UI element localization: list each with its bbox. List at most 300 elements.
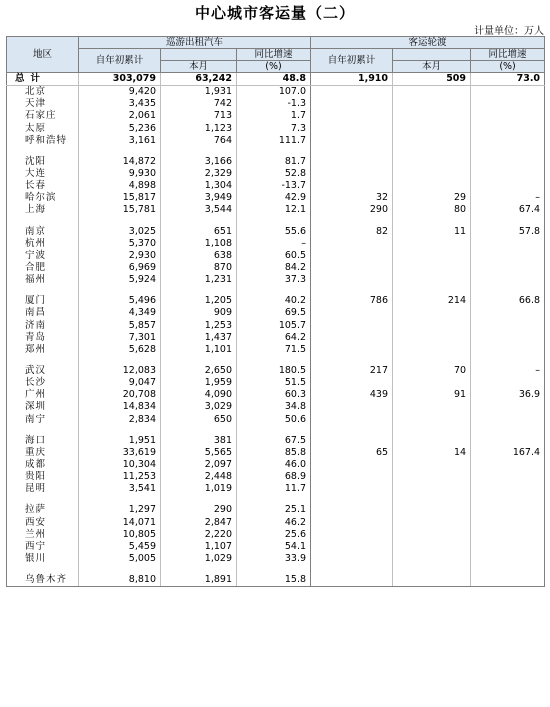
taxi-month-cell: 4,090 xyxy=(161,389,237,401)
taxi-month-cell: 713 xyxy=(161,110,237,122)
taxi-month-cell: 2,448 xyxy=(161,471,237,483)
taxi-month-cell: 3,949 xyxy=(161,192,237,204)
taxi-yoy-cell: 85.8 xyxy=(237,447,311,459)
taxi-yoy-cell: 12.1 xyxy=(237,204,311,216)
taxi-ytd-cell: 14,834 xyxy=(79,401,161,413)
total-ferry-month: 509 xyxy=(393,73,471,86)
table-row xyxy=(7,180,545,192)
ferry-yoy-cell: 66.8 xyxy=(471,295,545,307)
taxi-ytd-cell: 15,781 xyxy=(79,204,161,216)
taxi-month-cell: 1,437 xyxy=(161,332,237,344)
taxi-month-cell: 1,959 xyxy=(161,377,237,389)
table-row xyxy=(7,483,545,495)
ferry-ytd-cell xyxy=(311,471,393,483)
taxi-ytd-cell: 12,083 xyxy=(79,365,161,377)
group-spacer xyxy=(7,495,545,504)
taxi-yoy-cell: 40.2 xyxy=(237,295,311,307)
table-row xyxy=(7,471,545,483)
region-cell: 合肥 xyxy=(7,262,79,274)
table-row xyxy=(7,262,545,274)
region-cell: 海口 xyxy=(7,435,79,447)
ferry-yoy-cell xyxy=(471,307,545,319)
taxi-yoy-cell: 1.7 xyxy=(237,110,311,122)
taxi-month-cell: 651 xyxy=(161,226,237,238)
region-cell: 南昌 xyxy=(7,307,79,319)
ferry-ytd-cell xyxy=(311,344,393,356)
taxi-month-cell: 290 xyxy=(161,504,237,516)
ferry-yoy-cell: – xyxy=(471,192,545,204)
table-row xyxy=(7,156,545,168)
header-ferry-month: 本月 xyxy=(393,61,471,73)
header-taxi-month: 本月 xyxy=(161,61,237,73)
ferry-yoy-cell xyxy=(471,483,545,495)
taxi-ytd-cell: 5,459 xyxy=(79,541,161,553)
ferry-ytd-cell xyxy=(311,307,393,319)
ferry-ytd-cell xyxy=(311,274,393,286)
table-row xyxy=(7,517,545,529)
ferry-month-cell xyxy=(393,574,471,587)
total-ferry-ytd: 1,910 xyxy=(311,73,393,86)
ferry-ytd-cell xyxy=(311,320,393,332)
total-row xyxy=(7,73,545,86)
ferry-ytd-cell xyxy=(311,553,393,565)
taxi-yoy-cell: 46.2 xyxy=(237,517,311,529)
taxi-month-cell: 638 xyxy=(161,250,237,262)
table-row xyxy=(7,110,545,122)
ferry-month-cell: 11 xyxy=(393,226,471,238)
taxi-yoy-cell: 71.5 xyxy=(237,344,311,356)
table-row xyxy=(7,459,545,471)
ferry-month-cell xyxy=(393,553,471,565)
taxi-yoy-cell: 34.8 xyxy=(237,401,311,413)
ferry-yoy-cell xyxy=(471,541,545,553)
ferry-month-cell xyxy=(393,135,471,147)
ferry-month-cell xyxy=(393,156,471,168)
ferry-ytd-cell xyxy=(311,332,393,344)
ferry-yoy-cell xyxy=(471,414,545,426)
ferry-yoy-cell xyxy=(471,435,545,447)
region-cell: 杭州 xyxy=(7,238,79,250)
taxi-month-cell: 2,329 xyxy=(161,168,237,180)
region-cell: 西安 xyxy=(7,517,79,529)
taxi-yoy-cell: 52.8 xyxy=(237,168,311,180)
ferry-yoy-cell xyxy=(471,123,545,135)
ferry-ytd-cell xyxy=(311,435,393,447)
ferry-ytd-cell xyxy=(311,377,393,389)
ferry-yoy-cell xyxy=(471,377,545,389)
ferry-ytd-cell xyxy=(311,110,393,122)
taxi-yoy-cell: 60.3 xyxy=(237,389,311,401)
taxi-ytd-cell: 1,297 xyxy=(79,504,161,516)
table-row xyxy=(7,192,545,204)
ferry-yoy-cell xyxy=(471,504,545,516)
passenger-volume-table xyxy=(6,36,545,587)
taxi-month-cell: 1,107 xyxy=(161,541,237,553)
taxi-yoy-cell: 51.5 xyxy=(237,377,311,389)
region-cell: 南京 xyxy=(7,226,79,238)
header-ferry-yoy: 同比增速 xyxy=(471,49,545,61)
taxi-ytd-cell: 6,969 xyxy=(79,262,161,274)
ferry-month-cell xyxy=(393,110,471,122)
taxi-ytd-cell: 15,817 xyxy=(79,192,161,204)
header-taxi-yoy: 同比增速 xyxy=(237,49,311,61)
table-row xyxy=(7,332,545,344)
taxi-yoy-cell: -13.7 xyxy=(237,180,311,192)
region-cell: 长沙 xyxy=(7,377,79,389)
table-body xyxy=(7,73,545,587)
taxi-month-cell: 1,108 xyxy=(161,238,237,250)
region-cell: 武汉 xyxy=(7,365,79,377)
taxi-month-cell: 1,205 xyxy=(161,295,237,307)
region-cell: 银川 xyxy=(7,553,79,565)
total-ferry-yoy: 73.0 xyxy=(471,73,545,86)
ferry-ytd-cell xyxy=(311,541,393,553)
region-cell: 石家庄 xyxy=(7,110,79,122)
taxi-ytd-cell: 10,304 xyxy=(79,459,161,471)
ferry-yoy-cell xyxy=(471,517,545,529)
ferry-ytd-cell xyxy=(311,156,393,168)
taxi-month-cell: 3,166 xyxy=(161,156,237,168)
ferry-month-cell xyxy=(393,344,471,356)
taxi-month-cell: 1,029 xyxy=(161,553,237,565)
group-spacer xyxy=(7,565,545,574)
taxi-ytd-cell: 2,834 xyxy=(79,414,161,426)
taxi-ytd-cell: 5,857 xyxy=(79,320,161,332)
taxi-ytd-cell: 14,071 xyxy=(79,517,161,529)
ferry-yoy-cell xyxy=(471,238,545,250)
ferry-yoy-cell xyxy=(471,332,545,344)
taxi-yoy-cell: -1.3 xyxy=(237,98,311,110)
ferry-ytd-cell: 82 xyxy=(311,226,393,238)
table-row xyxy=(7,98,545,110)
taxi-yoy-cell: 68.9 xyxy=(237,471,311,483)
taxi-month-cell: 1,123 xyxy=(161,123,237,135)
ferry-month-cell xyxy=(393,320,471,332)
ferry-yoy-cell xyxy=(471,574,545,587)
group-spacer xyxy=(7,217,545,226)
taxi-month-cell: 2,847 xyxy=(161,517,237,529)
ferry-month-cell xyxy=(393,459,471,471)
region-cell: 太原 xyxy=(7,123,79,135)
table-row xyxy=(7,168,545,180)
taxi-yoy-cell: 81.7 xyxy=(237,156,311,168)
ferry-ytd-cell xyxy=(311,123,393,135)
ferry-month-cell xyxy=(393,307,471,319)
region-cell: 乌鲁木齐 xyxy=(7,574,79,587)
ferry-yoy-cell xyxy=(471,98,545,110)
ferry-yoy-cell xyxy=(471,553,545,565)
taxi-ytd-cell: 33,619 xyxy=(79,447,161,459)
ferry-yoy-cell xyxy=(471,156,545,168)
taxi-ytd-cell: 2,930 xyxy=(79,250,161,262)
region-cell: 宁波 xyxy=(7,250,79,262)
table-row xyxy=(7,435,545,447)
taxi-month-cell: 2,650 xyxy=(161,365,237,377)
ferry-ytd-cell: 290 xyxy=(311,204,393,216)
taxi-yoy-cell: 25.1 xyxy=(237,504,311,516)
ferry-ytd-cell xyxy=(311,459,393,471)
group-spacer xyxy=(7,147,545,156)
ferry-month-cell: 214 xyxy=(393,295,471,307)
ferry-yoy-cell xyxy=(471,529,545,541)
taxi-yoy-cell: 111.7 xyxy=(237,135,311,147)
region-cell: 长春 xyxy=(7,180,79,192)
total-taxi-ytd: 303,079 xyxy=(79,73,161,86)
taxi-month-cell: 1,253 xyxy=(161,320,237,332)
region-cell: 厦门 xyxy=(7,295,79,307)
total-label: 总计 xyxy=(7,73,79,86)
taxi-month-cell: 650 xyxy=(161,414,237,426)
table-row xyxy=(7,377,545,389)
ferry-month-cell xyxy=(393,168,471,180)
ferry-month-cell xyxy=(393,435,471,447)
ferry-ytd-cell xyxy=(311,180,393,192)
region-cell: 深圳 xyxy=(7,401,79,413)
region-cell: 青岛 xyxy=(7,332,79,344)
ferry-yoy-cell xyxy=(471,86,545,99)
taxi-yoy-cell: 50.6 xyxy=(237,414,311,426)
table-row xyxy=(7,226,545,238)
ferry-yoy-cell xyxy=(471,459,545,471)
taxi-yoy-cell: – xyxy=(237,238,311,250)
ferry-month-cell: 14 xyxy=(393,447,471,459)
table-row xyxy=(7,250,545,262)
ferry-ytd-cell xyxy=(311,135,393,147)
taxi-month-cell: 381 xyxy=(161,435,237,447)
ferry-month-cell xyxy=(393,414,471,426)
taxi-month-cell: 1,304 xyxy=(161,180,237,192)
table-row xyxy=(7,504,545,516)
ferry-ytd-cell: 786 xyxy=(311,295,393,307)
table-row xyxy=(7,204,545,216)
taxi-ytd-cell: 3,161 xyxy=(79,135,161,147)
region-cell: 成都 xyxy=(7,459,79,471)
ferry-yoy-cell xyxy=(471,135,545,147)
ferry-yoy-cell xyxy=(471,401,545,413)
ferry-ytd-cell xyxy=(311,98,393,110)
taxi-ytd-cell: 5,370 xyxy=(79,238,161,250)
taxi-month-cell: 5,565 xyxy=(161,447,237,459)
ferry-ytd-cell xyxy=(311,238,393,250)
table-row xyxy=(7,274,545,286)
taxi-ytd-cell: 3,025 xyxy=(79,226,161,238)
taxi-ytd-cell: 5,924 xyxy=(79,274,161,286)
taxi-yoy-cell: 105.7 xyxy=(237,320,311,332)
table-row xyxy=(7,574,545,587)
taxi-yoy-cell: 60.5 xyxy=(237,250,311,262)
taxi-yoy-cell: 67.5 xyxy=(237,435,311,447)
taxi-yoy-cell: 54.1 xyxy=(237,541,311,553)
ferry-month-cell xyxy=(393,238,471,250)
taxi-month-cell: 909 xyxy=(161,307,237,319)
region-cell: 广州 xyxy=(7,389,79,401)
ferry-month-cell xyxy=(393,401,471,413)
taxi-ytd-cell: 3,541 xyxy=(79,483,161,495)
group-spacer xyxy=(7,426,545,435)
taxi-month-cell: 764 xyxy=(161,135,237,147)
page-title: 中心城市客运量（二） xyxy=(194,4,355,22)
ferry-ytd-cell xyxy=(311,262,393,274)
ferry-month-cell xyxy=(393,541,471,553)
taxi-yoy-cell: 180.5 xyxy=(237,365,311,377)
ferry-yoy-cell xyxy=(471,320,545,332)
taxi-yoy-cell: 107.0 xyxy=(237,86,311,99)
table-row xyxy=(7,295,545,307)
total-taxi-yoy: 48.8 xyxy=(237,73,311,86)
region-cell: 贵阳 xyxy=(7,471,79,483)
region-cell: 郑州 xyxy=(7,344,79,356)
ferry-ytd-cell xyxy=(311,401,393,413)
region-cell: 哈尔滨 xyxy=(7,192,79,204)
ferry-yoy-cell xyxy=(471,250,545,262)
header-taxi-group: 巡游出租汽车 xyxy=(79,37,311,49)
group-spacer xyxy=(7,286,545,295)
taxi-yoy-cell: 64.2 xyxy=(237,332,311,344)
taxi-ytd-cell: 7,301 xyxy=(79,332,161,344)
ferry-month-cell: 29 xyxy=(393,192,471,204)
region-cell: 呼和浩特 xyxy=(7,135,79,147)
ferry-yoy-cell xyxy=(471,110,545,122)
taxi-ytd-cell: 8,810 xyxy=(79,574,161,587)
region-cell: 济南 xyxy=(7,320,79,332)
table-row xyxy=(7,135,545,147)
taxi-yoy-cell: 7.3 xyxy=(237,123,311,135)
taxi-month-cell: 2,097 xyxy=(161,459,237,471)
taxi-ytd-cell: 10,805 xyxy=(79,529,161,541)
region-cell: 福州 xyxy=(7,274,79,286)
taxi-ytd-cell: 5,496 xyxy=(79,295,161,307)
taxi-ytd-cell: 4,898 xyxy=(79,180,161,192)
taxi-ytd-cell: 11,253 xyxy=(79,471,161,483)
taxi-ytd-cell: 1,951 xyxy=(79,435,161,447)
taxi-yoy-cell: 84.2 xyxy=(237,262,311,274)
ferry-yoy-cell: 57.8 xyxy=(471,226,545,238)
taxi-yoy-cell: 69.5 xyxy=(237,307,311,319)
ferry-ytd-cell: 439 xyxy=(311,389,393,401)
header-taxi-ytd: 自年初累计 xyxy=(79,49,161,73)
table-row xyxy=(7,307,545,319)
taxi-ytd-cell: 2,061 xyxy=(79,110,161,122)
ferry-ytd-cell xyxy=(311,168,393,180)
taxi-ytd-cell: 4,349 xyxy=(79,307,161,319)
ferry-yoy-cell xyxy=(471,344,545,356)
ferry-ytd-cell: 32 xyxy=(311,192,393,204)
table-row xyxy=(7,414,545,426)
taxi-month-cell: 1,019 xyxy=(161,483,237,495)
taxi-month-cell: 1,101 xyxy=(161,344,237,356)
taxi-ytd-cell: 20,708 xyxy=(79,389,161,401)
ferry-ytd-cell: 217 xyxy=(311,365,393,377)
region-cell: 西宁 xyxy=(7,541,79,553)
ferry-month-cell xyxy=(393,250,471,262)
taxi-ytd-cell: 9,930 xyxy=(79,168,161,180)
region-cell: 北京 xyxy=(7,86,79,99)
table-row xyxy=(7,344,545,356)
taxi-month-cell: 3,544 xyxy=(161,204,237,216)
ferry-ytd-cell xyxy=(311,529,393,541)
table-row xyxy=(7,365,545,377)
taxi-month-cell: 2,220 xyxy=(161,529,237,541)
taxi-yoy-cell: 55.6 xyxy=(237,226,311,238)
ferry-month-cell xyxy=(393,262,471,274)
ferry-yoy-cell xyxy=(471,180,545,192)
taxi-month-cell: 870 xyxy=(161,262,237,274)
taxi-yoy-cell: 33.9 xyxy=(237,553,311,565)
taxi-yoy-cell: 15.8 xyxy=(237,574,311,587)
header-region: 地区 xyxy=(7,37,79,73)
ferry-yoy-cell xyxy=(471,262,545,274)
header-taxi-pct: (%) xyxy=(237,61,311,73)
taxi-month-cell: 1,891 xyxy=(161,574,237,587)
ferry-month-cell xyxy=(393,377,471,389)
taxi-month-cell: 1,931 xyxy=(161,86,237,99)
table-row xyxy=(7,238,545,250)
taxi-ytd-cell: 5,005 xyxy=(79,553,161,565)
ferry-month-cell: 70 xyxy=(393,365,471,377)
ferry-month-cell xyxy=(393,517,471,529)
table-row xyxy=(7,86,545,99)
taxi-ytd-cell: 5,628 xyxy=(79,344,161,356)
taxi-yoy-cell: 11.7 xyxy=(237,483,311,495)
table-row xyxy=(7,320,545,332)
ferry-month-cell: 80 xyxy=(393,204,471,216)
taxi-month-cell: 1,231 xyxy=(161,274,237,286)
ferry-yoy-cell: 167.4 xyxy=(471,447,545,459)
region-cell: 兰州 xyxy=(7,529,79,541)
table-row xyxy=(7,529,545,541)
region-cell: 重庆 xyxy=(7,447,79,459)
taxi-ytd-cell: 9,047 xyxy=(79,377,161,389)
taxi-month-cell: 3,029 xyxy=(161,401,237,413)
taxi-ytd-cell: 9,420 xyxy=(79,86,161,99)
ferry-yoy-cell: 36.9 xyxy=(471,389,545,401)
ferry-ytd-cell xyxy=(311,504,393,516)
unit-label: 计量单位：万人 xyxy=(474,26,544,37)
taxi-ytd-cell: 3,435 xyxy=(79,98,161,110)
ferry-ytd-cell xyxy=(311,86,393,99)
ferry-month-cell xyxy=(393,529,471,541)
table-row xyxy=(7,389,545,401)
taxi-ytd-cell: 5,236 xyxy=(79,123,161,135)
table-row xyxy=(7,123,545,135)
ferry-ytd-cell xyxy=(311,250,393,262)
ferry-month-cell xyxy=(393,471,471,483)
ferry-month-cell xyxy=(393,483,471,495)
region-cell: 天津 xyxy=(7,98,79,110)
ferry-yoy-cell xyxy=(471,471,545,483)
ferry-month-cell: 91 xyxy=(393,389,471,401)
taxi-month-cell: 742 xyxy=(161,98,237,110)
ferry-month-cell xyxy=(393,274,471,286)
ferry-month-cell xyxy=(393,98,471,110)
table-row xyxy=(7,401,545,413)
ferry-yoy-cell xyxy=(471,168,545,180)
taxi-yoy-cell: 42.9 xyxy=(237,192,311,204)
ferry-yoy-cell: – xyxy=(471,365,545,377)
header-ferry-group: 客运轮渡 xyxy=(311,37,545,49)
taxi-yoy-cell: 46.0 xyxy=(237,459,311,471)
region-cell: 沈阳 xyxy=(7,156,79,168)
ferry-month-cell xyxy=(393,332,471,344)
total-taxi-month: 63,242 xyxy=(161,73,237,86)
group-spacer xyxy=(7,356,545,365)
ferry-yoy-cell xyxy=(471,274,545,286)
ferry-ytd-cell xyxy=(311,483,393,495)
table-row xyxy=(7,541,545,553)
region-cell: 上海 xyxy=(7,204,79,216)
ferry-ytd-cell: 65 xyxy=(311,447,393,459)
taxi-ytd-cell: 14,872 xyxy=(79,156,161,168)
